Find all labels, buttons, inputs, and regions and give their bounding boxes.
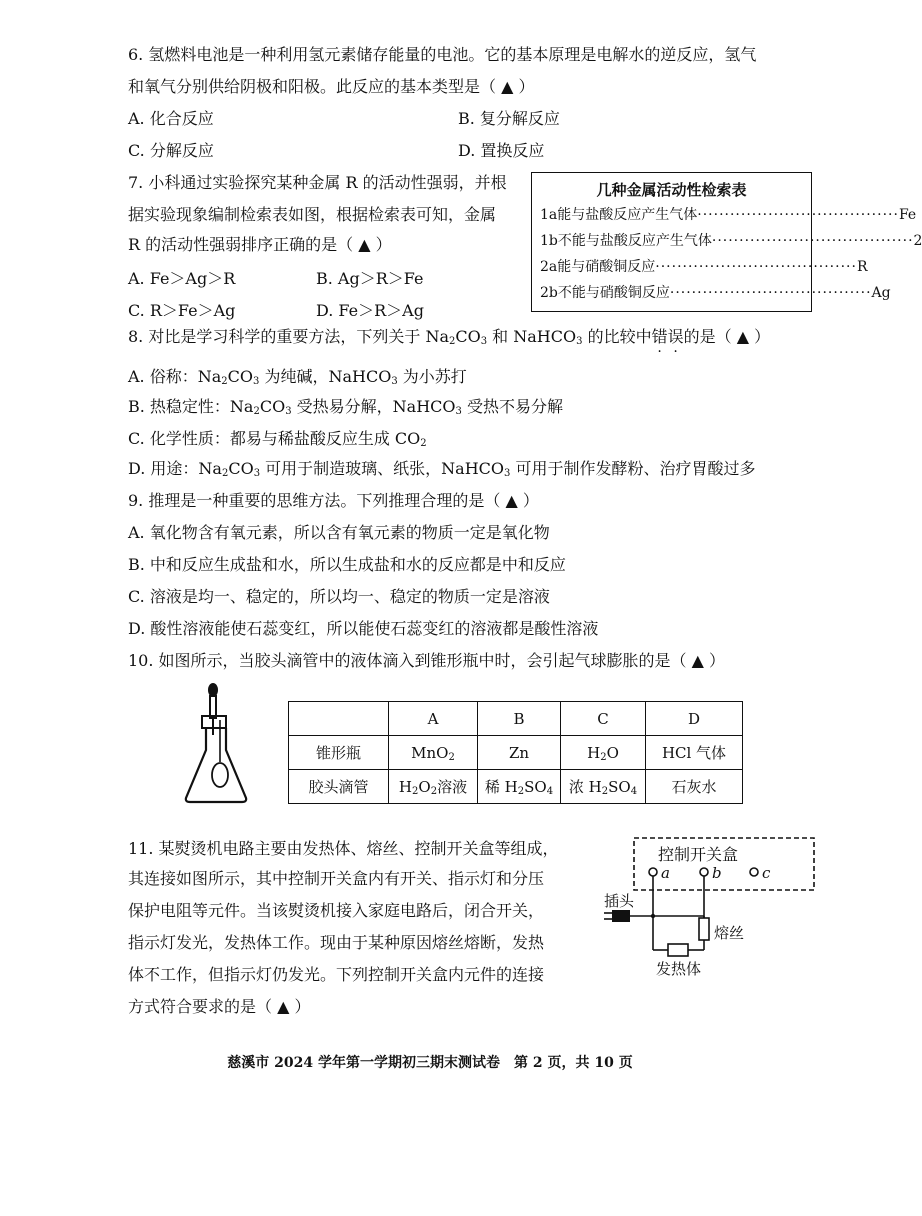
table-header-cell: B — [478, 702, 561, 736]
index-row-result: R — [856, 259, 868, 275]
table-cell: 稀 $H_2SO_4$ — [478, 770, 561, 804]
q11-stem-line3: 保护电阻等元件。当该熨烫机接入家庭电路后，闭合开关， — [128, 901, 545, 920]
q7-option-c: C. R＞Fe＞Ag — [128, 301, 236, 320]
q11-stem-line4: 指示灯发光，发热体工作。现由于某种原因熔丝熔断，发热 — [128, 933, 545, 952]
heater-label: 发热体 — [656, 960, 702, 978]
row-label: 锥形瓶 — [289, 736, 389, 770]
index-row-text: 不能与盐酸反应产生气体 — [557, 233, 712, 249]
index-row — [540, 231, 922, 251]
index-row-result: Ag — [871, 285, 891, 301]
index-row-key: 1b — [540, 233, 558, 249]
terminal-c-label: c — [762, 864, 771, 882]
index-table-title: 几种金属活动性检索表 — [596, 181, 747, 199]
index-row-key: 1a — [540, 207, 558, 223]
table-header-cell: A — [389, 702, 478, 736]
q7-option-b: B. Ag＞R＞Fe — [316, 269, 424, 288]
leader-dots: ····································· — [669, 285, 872, 301]
index-row-key: 2a — [540, 259, 558, 275]
table-cell: 石灰水 — [646, 770, 743, 804]
table-cell: HCl 气体 — [646, 736, 743, 770]
q11-stem-line5: 体不工作，但指示灯仍发光。下列控制开关盒内元件的连接 — [128, 965, 545, 984]
table-row — [289, 770, 743, 804]
q8-option-c: C. 化学性质：都易与稀盐酸反应生成 $CO_2$ — [128, 429, 427, 449]
index-row-result: 2 — [913, 233, 922, 249]
emphasis-char: 误 — [667, 327, 684, 346]
control-box-label: 控制开关盒 — [658, 845, 739, 864]
index-row — [540, 283, 891, 303]
leader-dots: ····································· — [711, 233, 914, 249]
terminal-a-label: a — [661, 864, 670, 882]
q8-option-d: D. 用途：$Na_2CO_3$ 可用于制造玻璃、纸张，NaHCO$_3$ 可用于制作发酵粉、治疗胃酸过多 — [128, 459, 756, 479]
q11-stem-line6: 方式符合要求的是（ ▲ ） — [128, 997, 311, 1016]
q7-option-a: A. Fe＞Ag＞R — [128, 269, 236, 288]
index-row-text: 能与硝酸铜反应 — [557, 259, 656, 275]
q6-option-b: B. 复分解反应 — [458, 109, 560, 128]
q7-option-d: D. Fe＞R＞Ag — [316, 301, 424, 320]
leader-dots: ····································· — [655, 259, 857, 275]
table-header-cell: D — [646, 702, 743, 736]
q6-option-c: C. 分解反应 — [128, 141, 214, 160]
leader-dots: ····································· — [697, 207, 899, 223]
metal-activity-index-table — [531, 172, 922, 312]
index-row — [540, 257, 868, 277]
q11-stem-line1: 11. 某熨烫机电路主要由发热体、熔丝、控制开关盒等组成， — [128, 839, 559, 858]
q9-option-a: A. 氧化物含有氧元素，所以含有氧元素的物质一定是氧化物 — [128, 523, 550, 542]
index-row-result: Fe — [898, 207, 917, 223]
q7-stem-line2: 据实验现象编制检索表如图，根据检索表可知，金属 — [128, 205, 497, 224]
q6-option-d: D. 置换反应 — [458, 141, 545, 160]
table-cell: 浓 $H_2SO_4$ — [561, 770, 646, 804]
table-cell: $H_2O$ — [561, 736, 646, 770]
table-row — [289, 736, 743, 770]
q10-stem: 10. 如图所示，当胶头滴管中的液体滴入到锥形瓶中时，会引起气球膨胀的是（ ▲ ） — [128, 651, 726, 670]
q11-stem-line2: 其连接如图所示，其中控制开关盒内有开关、指示灯和分压 — [128, 869, 545, 888]
table-cell: $H_2O_2$溶液 — [389, 770, 478, 804]
q6-stem-line2: 和氧气分别供给阴极和阳极。此反应的基本类型是（ ▲ ） — [128, 77, 535, 96]
table-header-cell — [289, 702, 389, 736]
q9-option-c: C. 溶液是均一、稳定的，所以均一、稳定的物质一定是溶液 — [128, 587, 550, 606]
table-row — [289, 702, 743, 736]
q9-option-d: D. 酸性溶液能使石蕊变红，所以能使石蕊变红的溶液都是酸性溶液 — [128, 619, 599, 638]
q8-option-b: B. 热稳定性：$Na_2CO_3$ 受热易分解，NaHCO$_3$ 受热不易分解 — [128, 397, 564, 417]
table-cell: Zn — [478, 736, 561, 770]
q8-option-a: A. 俗称：$Na_2CO_3$ 为纯碱，NaHCO$_3$ 为小苏打 — [128, 367, 467, 387]
index-row-key: 2b — [540, 285, 558, 301]
q7-stem-line3: R 的活动性强弱排序正确的是（ ▲ ） — [128, 235, 392, 254]
q9-stem: 9. 推理是一种重要的思维方法。下列推理合理的是（ ▲ ） — [128, 491, 539, 510]
terminal-b-label: b — [712, 864, 722, 882]
flask-balloon-apparatus — [180, 680, 260, 810]
index-row-text: 能与盐酸反应产生气体 — [557, 207, 698, 223]
fuse-label: 熔丝 — [714, 924, 745, 942]
index-row — [540, 205, 917, 225]
plug-label: 插头 — [604, 892, 635, 910]
page-footer: 慈溪市 2024 学年第一学期初三期末测试卷 第 2 页，共 10 页 — [227, 1055, 633, 1071]
q8-stem: 8. 对比是学习科学的重要方法，下列关于 $Na_2CO_3$ 和 NaHCO$_3$ 的比较中错误的是（ ▲ ） — [128, 327, 771, 347]
q7-stem-line1: 7. 小科通过实验探究某种金属 R 的活动性强弱，并根 — [128, 173, 507, 192]
ironing-machine-circuit — [600, 834, 820, 984]
row-label: 胶头滴管 — [289, 770, 389, 804]
table-header-cell: C — [561, 702, 646, 736]
q10-reagent-table — [288, 701, 743, 804]
q9-option-b: B. 中和反应生成盐和水，所以生成盐和水的反应都是中和反应 — [128, 555, 566, 574]
q6-stem-line1: 6. 氢燃料电池是一种利用氢元素储存能量的电池。它的基本原理是电解水的逆反应，氢气 — [128, 45, 757, 64]
emphasis-char: 错 — [651, 327, 668, 346]
table-cell: MnO$_2$ — [389, 736, 478, 770]
q6-option-a: A. 化合反应 — [128, 109, 214, 128]
index-row-text: 不能与硝酸铜反应 — [557, 285, 670, 301]
